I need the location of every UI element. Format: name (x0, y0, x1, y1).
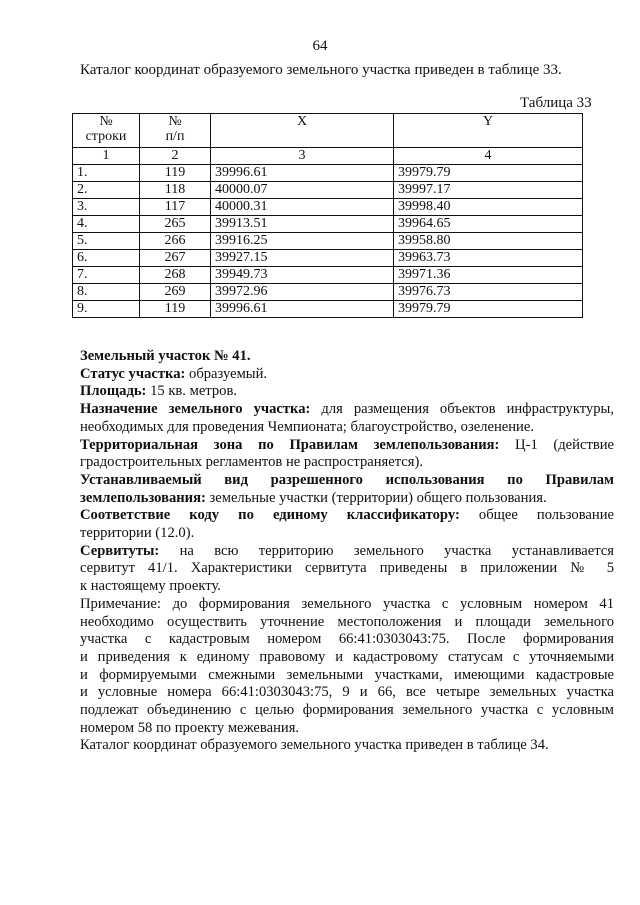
cell-pp-number: 267 (140, 250, 211, 267)
cell-pp-number: 266 (140, 233, 211, 250)
column-number: 4 (394, 148, 583, 165)
use-line-2: землепользования: земельные участки (территории) общего пользования. (80, 489, 547, 506)
cell-x: 39927.15 (211, 250, 394, 267)
note-line: необходимо осуществить уточнение местоположения и площади земельного (80, 613, 614, 630)
classifier-line: Соответствие коду по единому классификатору: общее пользование (80, 507, 614, 524)
page-number: 64 (312, 38, 328, 54)
servitude-line-2: сервитут 41/1. Характеристики сервитута приведены в приложении № 5 (80, 560, 614, 577)
parcel-heading: Земельный участок № 41. (80, 348, 251, 364)
note-line: участка с кадастровым номером 66:41:0303043:75. После формирования (80, 631, 614, 648)
column-number: 3 (211, 148, 394, 165)
cell-y: 39997.17 (394, 182, 583, 199)
cell-y: 39964.65 (394, 216, 583, 233)
cell-row-number: 3. (73, 199, 140, 216)
purpose-line-2: необходимых для проведения Чемпионата; благоустройство, озеленение. (80, 418, 534, 435)
header-x: X (211, 114, 394, 148)
cell-row-number: 4. (73, 216, 140, 233)
cell-y: 39976.73 (394, 284, 583, 301)
table-row (73, 250, 583, 267)
cell-pp-number: 265 (140, 216, 211, 233)
table-row (73, 301, 583, 318)
table-row (73, 216, 583, 233)
note-line: и формируемыми смежными земельными участками, имеющими кадастровые (80, 666, 614, 683)
table-title: Таблица 33 (520, 95, 592, 111)
header-pp-number: № п/п (140, 114, 211, 148)
zone-line: Территориальная зона по Правилам землепользования: Ц-1 (действие (80, 436, 614, 453)
cell-x: 39972.96 (211, 284, 394, 301)
note-line: и условные номера 66:41:0303043:75, 9 и 66, все четыре земельных участка (80, 684, 614, 701)
table-row (73, 182, 583, 199)
cell-x: 39996.61 (211, 165, 394, 182)
cell-x: 40000.07 (211, 182, 394, 199)
table-row (73, 199, 583, 216)
closing-sentence: Каталог координат образуемого земельного участка приведен в таблице 34. (80, 737, 549, 754)
cell-pp-number: 119 (140, 165, 211, 182)
table-row (73, 284, 583, 301)
use-line: Устанавливаемый вид разрешенного использования по Правилам (80, 471, 614, 488)
cell-x: 39949.73 (211, 267, 394, 284)
note-line: Примечание: до формирования земельного участка с условным номером 41 (80, 595, 614, 612)
cell-y: 39971.36 (394, 267, 583, 284)
table-header-row (73, 114, 583, 148)
cell-y: 39979.79 (394, 301, 583, 318)
cell-y: 39958.80 (394, 233, 583, 250)
cell-row-number: 6. (73, 250, 140, 267)
status-line: Статус участка: образуемый. (80, 365, 268, 382)
cell-pp-number: 268 (140, 267, 211, 284)
parcel-description (80, 348, 614, 755)
table-row (73, 165, 583, 182)
cell-y: 39979.79 (394, 165, 583, 182)
cell-pp-number: 269 (140, 284, 211, 301)
cell-row-number: 2. (73, 182, 140, 199)
table-row (73, 267, 583, 284)
note-line: номером 58 по проекту межевания. (80, 719, 300, 736)
table-body (73, 165, 583, 318)
cell-row-number: 9. (73, 301, 140, 318)
coordinates-table (72, 113, 583, 318)
cell-row-number: 7. (73, 267, 140, 284)
cell-x: 40000.31 (211, 199, 394, 216)
header-row-number: № строки (73, 114, 140, 148)
cell-row-number: 1. (73, 165, 140, 182)
cell-y: 39963.73 (394, 250, 583, 267)
servitude-line: Сервитуты: на всю территорию земельного участка устанавливается (80, 542, 614, 559)
classifier-line-2: территории (12.0). (80, 525, 195, 542)
cell-pp-number: 119 (140, 301, 211, 318)
cell-row-number: 8. (73, 284, 140, 301)
cell-x: 39913.51 (211, 216, 394, 233)
note-line: и приведения к единому правовому и кадастровому статусам с уточняемыми (80, 648, 614, 665)
cell-x: 39996.61 (211, 301, 394, 318)
note-line: подлежат объединению с целью формирования земельного участка с условным (80, 702, 614, 719)
servitude-line-3: к настоящему проекту. (80, 578, 221, 595)
cell-row-number: 5. (73, 233, 140, 250)
column-number: 1 (73, 148, 140, 165)
intro-sentence: Каталог координат образуемого земельного участка приведен в таблице 33. (80, 62, 562, 78)
table-row (73, 233, 583, 250)
purpose-line: Назначение земельного участка: для размещения объектов инфраструктуры, (80, 401, 614, 418)
cell-pp-number: 117 (140, 199, 211, 216)
cell-x: 39916.25 (211, 233, 394, 250)
zone-line-2: градостроительных регламентов не распространяется). (80, 454, 423, 471)
area-line: Площадь: 15 кв. метров. (80, 383, 237, 400)
cell-y: 39998.40 (394, 199, 583, 216)
column-number-row (73, 148, 583, 165)
cell-pp-number: 118 (140, 182, 211, 199)
header-y: Y (394, 114, 583, 148)
column-number: 2 (140, 148, 211, 165)
